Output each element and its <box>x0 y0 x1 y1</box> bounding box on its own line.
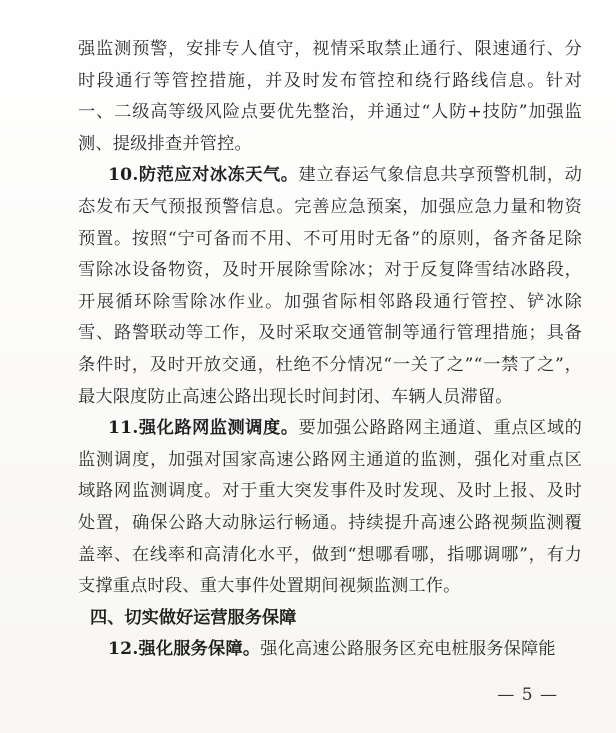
item-11-body: 要加强公路路网主通道、重点区域的监测调度，加强对国家高速公路网主通道的监测，强化对重点区域路网监测调度。对于重大突发事件及时发现、及时上报、及时处置，确保公路大动脉运行畅通。持续提升高速公路视频监测覆盖率、在线率和高清化水平，做到“想哪看哪，指哪调哪”，有力支撑重点时段、重大事件处置期间视频监测工作。 <box>78 418 582 597</box>
paragraph-item-12 <box>78 634 582 666</box>
paragraph-intro: 强监测预警，安排专人值守，视情采取禁止通行、限速通行、分时段通行等管控措施，并及时发布管控和绕行路线信息。针对一、二级高等级风险点要优先整治，并通过“人防+技防”加强监测、提级排查并管控。 <box>78 39 582 154</box>
section-four-heading: 四、切实做好运营服务保障 <box>90 607 297 628</box>
paragraph-item-10 <box>78 160 582 413</box>
item-12-heading: 12.强化服务保障。 <box>108 639 261 660</box>
item-10-heading: 10.防范应对冰冻天气。 <box>108 165 299 186</box>
document-body <box>78 34 582 666</box>
item-10-body: 建立春运气象信息共享预警机制，动态发布天气预报预警信息。完善应急预案，加强应急力量和物资预置。按照“宁可备而不用、不可用时无备”的原则，备齐备足除雪除冰设备物资，及时开展除雪除冰；对于反复降雪结冰路段，开展循环除雪除冰作业。加强省际相邻路段通行管控、铲冰除雪、路警联动等工作，及时采取交通管制等通行管理措施；具备条件时，及时开放交通，杜绝不分情况“一关了之”“一禁了之”，最大限度防止高速公路出现长时间封闭、车辆人员滞留。 <box>78 165 582 407</box>
paragraph-item-11 <box>78 413 582 603</box>
item-11-heading: 11.强化路网监测调度。 <box>108 418 299 439</box>
item-12-body: 强化高速公路服务区充电桩服务保障能 <box>260 639 556 660</box>
page-number: — 5 — <box>497 685 558 705</box>
